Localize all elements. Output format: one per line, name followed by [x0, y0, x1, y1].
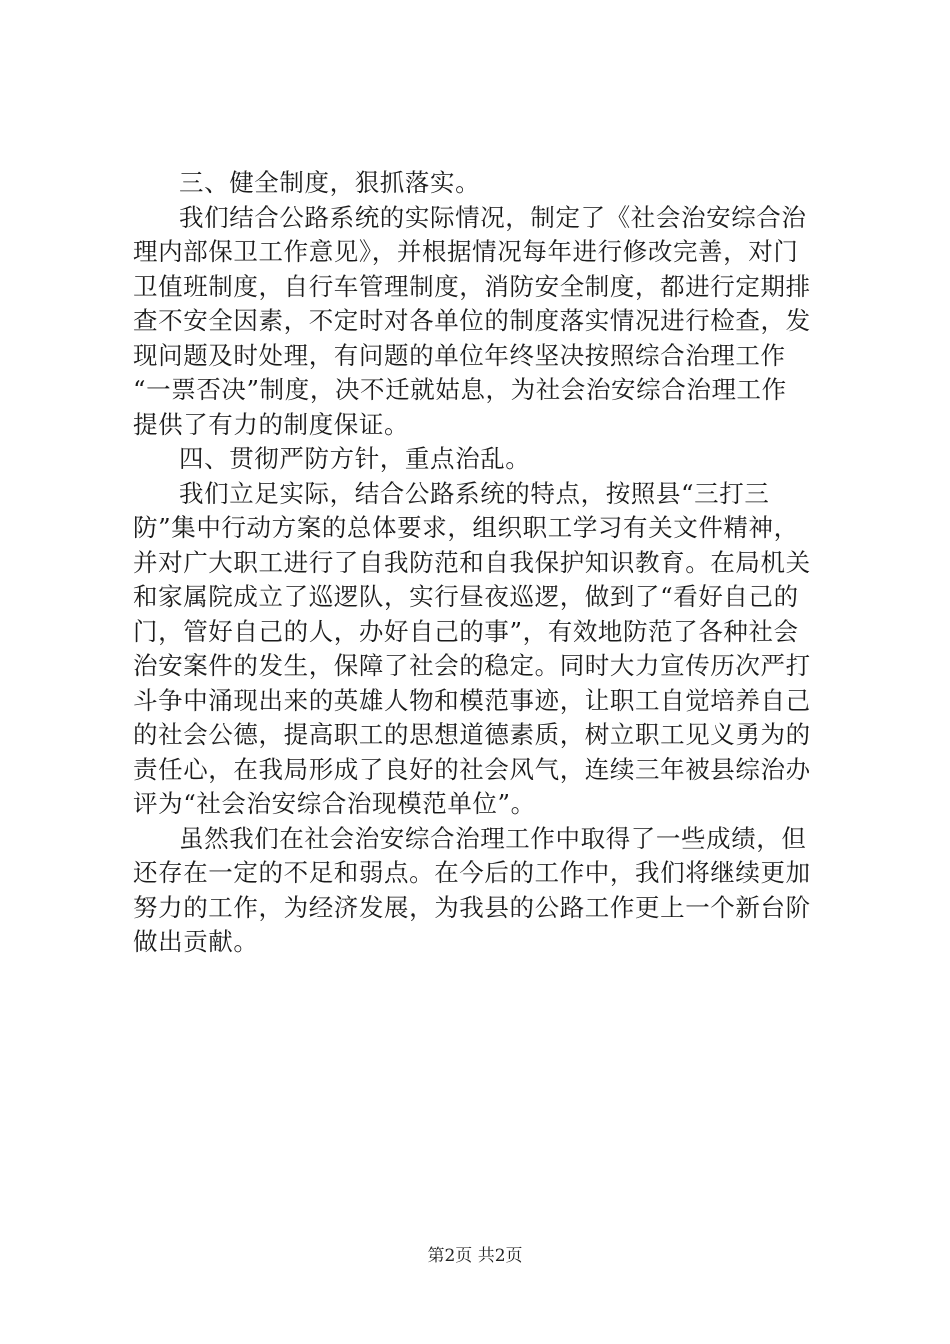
- paragraph-line: 现问题及时处理，有问题的单位年终坚决按照综合治理工作: [133, 340, 786, 370]
- paragraph-line: 门，管好自己的人，办好自己的事”，有效地防范了各种社会: [133, 616, 799, 646]
- paragraph-line: 我们立足实际，结合公路系统的特点，按照县“三打三: [179, 478, 770, 508]
- section-heading-3: 三、健全制度，狠抓落实。: [179, 168, 481, 197]
- paragraph-line: 虽然我们在社会治安综合治理工作中取得了一些成绩，但: [179, 823, 807, 853]
- paragraph-line: 和家属院成立了巡逻队，实行昼夜巡逻，做到了“看好自己的: [133, 582, 799, 611]
- paragraph-line: 努力的工作，为经济发展，为我县的公路工作更上一个新台阶: [133, 892, 811, 922]
- page-number-footer: 第2页 共2页: [427, 1246, 523, 1266]
- paragraph-line: 还存在一定的不足和弱点。在今后的工作中，我们将继续更加: [133, 858, 811, 887]
- paragraph-line: 防”集中行动方案的总体要求，组织职工学习有关文件精神，: [133, 513, 799, 542]
- paragraph-line: 卫值班制度，自行车管理制度，消防安全制度，都进行定期排: [133, 271, 811, 301]
- section-heading-4: 四、贯彻严防方针，重点治乱。: [179, 444, 531, 473]
- paragraph-line: “一票否决”制度，决不迁就姑息，为社会治安综合治理工作: [133, 375, 787, 404]
- paragraph-line: 提供了有力的制度保证。: [133, 409, 410, 439]
- paragraph-line: 治安案件的发生，保障了社会的稳定。同时大力宣传历次严打: [133, 651, 811, 680]
- paragraph-line: 我们结合公路系统的实际情况，制定了《社会治安综合治: [179, 202, 807, 232]
- paragraph-line: 评为“社会治安综合治现模范单位”。: [133, 789, 536, 818]
- paragraph-line: 理内部保卫工作意见》，并根据情况每年进行修改完善，对门: [133, 237, 799, 266]
- document-body: [133, 166, 823, 960]
- paragraph-line: 查不安全因素，不定时对各单位的制度落实情况进行检查，发: [133, 306, 811, 335]
- paragraph-line: 做出贡献。: [133, 927, 259, 956]
- paragraph-line: 责任心，在我局形成了良好的社会风气，连续三年被县综治办: [133, 754, 811, 784]
- paragraph-line: 的社会公德，提高职工的思想道德素质，树立职工见义勇为的: [133, 720, 811, 749]
- paragraph-line: 并对广大职工进行了自我防范和自我保护知识教育。在局机关: [133, 547, 811, 577]
- paragraph-line: 斗争中涌现出来的英雄人物和模范事迹，让职工自觉培养自己: [133, 685, 811, 715]
